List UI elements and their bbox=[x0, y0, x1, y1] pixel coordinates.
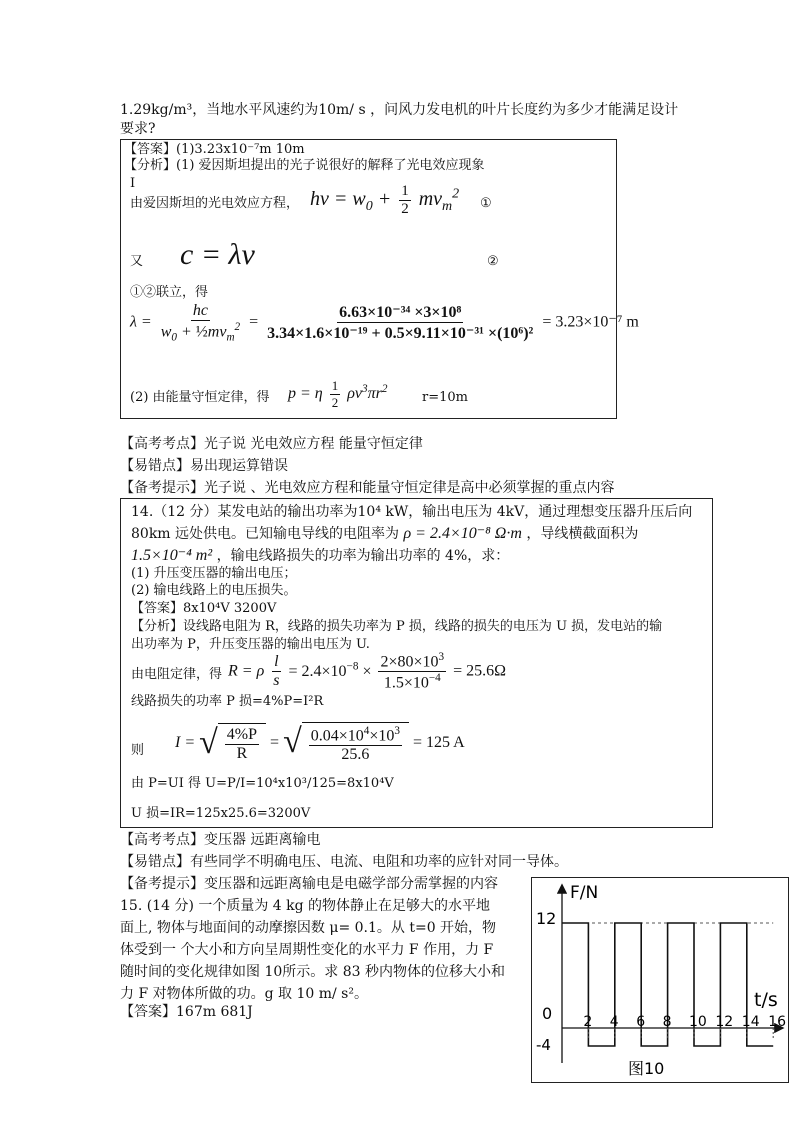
q15-answer: 【答案】167m 681J bbox=[120, 1004, 253, 1020]
figure-caption: 图10 bbox=[628, 1059, 665, 1078]
lambda-result: = 3.23×10⁻⁷ m bbox=[542, 313, 639, 331]
y-tick-0: 0 bbox=[542, 1004, 553, 1023]
q14-sub-2: (2) 输电线路上的电压损失。 bbox=[131, 583, 297, 598]
x-tick-label: 8 bbox=[662, 1014, 672, 1030]
q15-line-2: 面上, 物体与地面间的动摩擦因数 μ= 0.1。从 t=0 开始，物 bbox=[120, 920, 497, 936]
x-axis-label: t/s bbox=[754, 989, 778, 1011]
q15-line-1: 15. (14 分) 一个质量为 4 kg 的物体静止在足够大的水平地 bbox=[120, 898, 491, 914]
q14-loss-text: 线路损失的功率 P 损=4%P=I²R bbox=[131, 694, 324, 709]
q14-voltage-loss: U 损=IR=125x25.6=3200V bbox=[131, 806, 311, 821]
resistance-result: = 25.6Ω bbox=[453, 662, 507, 680]
y-axis-label: F/N bbox=[570, 883, 599, 903]
lambda-equation: λ = $\frac{hc}{w_0 + \frac{1}{2}mv_m^2}$ = $\frac{\text{6.63×10⁻³⁴ ×3×10⁸}}{\text{3.34×1.6×10⁻¹⁹ + 0.5×9.11×10⁻³¹ ×(10⁶)²}}$ = 3.23×10⁻⁷ m bbox=[130, 302, 639, 344]
cross-section-value: 1.5×10⁻⁴ m² bbox=[131, 547, 213, 564]
x-tick-label: 4 bbox=[609, 1014, 619, 1030]
y-tick-12: 12 bbox=[536, 909, 557, 928]
q14-sub-1: (1) 升压变压器的输出电压； bbox=[131, 566, 297, 581]
q13-combine: ①②联立，得 bbox=[130, 285, 209, 300]
q14-line-3 bbox=[131, 545, 509, 567]
lambda-numerator: 6.63×10⁻³⁴ ×3×10⁸ bbox=[339, 304, 462, 322]
circle-one: ① bbox=[480, 196, 492, 211]
force-time-chart bbox=[532, 878, 788, 1082]
q13-answer: 【答案】(1)3.23x10⁻⁷m 10m bbox=[124, 142, 305, 157]
q13-beikao: 【备考提示】光子说 、光电效应方程和能量守恒定律是高中必须掌握的重点内容 bbox=[120, 480, 615, 496]
q13-roman: Ⅰ bbox=[130, 176, 136, 191]
q14-beikao: 【备考提示】变压器和远距离输电是电磁学部分需掌握的内容 bbox=[120, 876, 498, 892]
lambda-denominator: 3.34×1.6×10⁻¹⁹ + 0.5×9.11×10⁻³¹ ×(10⁶)² bbox=[267, 325, 534, 343]
q13-r-value: r=10m bbox=[422, 390, 468, 405]
q15-line-5: 力 F 对物体所做的功。g 取 10 m/ s²。 bbox=[120, 986, 368, 1002]
x-tick-label: 10 bbox=[689, 1014, 707, 1030]
q14-yicuo: 【易错点】有些同学不明确电压、电流、电阻和功率的应针对同一导体。 bbox=[120, 854, 568, 870]
resistance-equation: R = ρ $\frac{l}{s}$ = $2.4\times 10^{-8}$ × $\frac{2\times 80\times 10^3}{1.5\times 10^{-4}}$ = 25.6Ω bbox=[228, 651, 507, 692]
x-tick-label: 16 bbox=[768, 1014, 787, 1030]
q14-analysis-2: 出功率为 P，升压变压器的输出电压为 U. bbox=[131, 637, 370, 652]
q14-resist-text: 由电阻定律，得 bbox=[131, 667, 223, 682]
energy-equation: p = η $\frac{1}{2}$ $\rho v^3\pi r^2$ bbox=[288, 378, 388, 410]
q14-analysis-1: 【分析】设线路电阻为 R，线路的损失功率为 P 损，线路的损失的电压为 U 损，发电站的输 bbox=[131, 619, 663, 634]
q15-line-3: 体受到一 个大小和方向呈周期性变化的水平力 F 作用，力 F bbox=[120, 942, 494, 958]
x-tick-label: 2 bbox=[583, 1014, 593, 1030]
y-tick-neg4: -4 bbox=[536, 1036, 551, 1054]
q14-ze: 则 bbox=[131, 743, 145, 758]
q14-answer: 【答案】8x10⁴V 3200V bbox=[131, 601, 277, 616]
x-tick-label: 12 bbox=[715, 1014, 734, 1030]
q13-analysis: 【分析】(1) 爱因斯坦提出的光子说很好的解释了光电效应现象 bbox=[124, 158, 485, 173]
q14-line-2 bbox=[131, 523, 638, 545]
q15-line-4: 随时间的变化规律如图 10所示。求 83 秒内物体的位移大小和 bbox=[120, 964, 505, 980]
light-speed-equation: c = λν bbox=[180, 238, 255, 271]
figure-10 bbox=[531, 877, 789, 1083]
q13-you: 又 bbox=[130, 254, 144, 269]
x-tick-label: 14 bbox=[741, 1014, 760, 1030]
q13-yicuo: 【易错点】易出现运算错误 bbox=[120, 458, 288, 474]
q13-solution-box bbox=[120, 139, 617, 419]
circle-two: ② bbox=[487, 254, 499, 269]
q14-line-2c: ，导线横截面积为 bbox=[526, 526, 639, 542]
q14-power-relation: 由 P=UI 得 U=P/I=10⁴x10³/125=8x10⁴V bbox=[131, 776, 394, 791]
intro-line-2: 要求? bbox=[120, 121, 156, 137]
intro-line-1: 1.29kg/m³，当地水平风速约为10m/ s ，问风力发电机的叶片长度约为多少才能满足设计 bbox=[120, 102, 679, 118]
resistivity-value: ρ = 2.4×10⁻⁸ Ω·m bbox=[403, 525, 522, 542]
q13-kaodian: 【高考考点】光子说 光电效应方程 能量守恒定律 bbox=[120, 436, 423, 452]
current-equation: I = √ $\frac{4\%P}{R}$ = √ $\frac{0.04\times 10^4\times 10^3}{25.6}$ = 125 A bbox=[175, 723, 465, 764]
q14-line-3b: ，输电线路损失的功率为输出功率的 4%，求： bbox=[216, 548, 510, 564]
q14-line-2a: 80km 远处供电。已知输电导线的电阻率为 bbox=[131, 526, 400, 542]
q14-kaodian: 【高考考点】变压器 远距离输电 bbox=[120, 832, 321, 848]
einstein-equation: $h\nu = w_0$ + $\frac{1}{2}$ $mv_m^2$ bbox=[310, 183, 460, 217]
current-result: = 125 A bbox=[412, 733, 465, 751]
q13-einstein-text: 由爱因斯坦的光电效应方程， bbox=[130, 196, 300, 211]
q13-energy-text: (2) 由能量守恒定律，得 bbox=[130, 390, 270, 405]
q14-line-1: 14.（12 分）某发电站的输出功率为10⁴ kW，输出电压为 4kV，通过理想变压器升压后向 bbox=[131, 504, 693, 520]
x-tick-label: 6 bbox=[636, 1014, 646, 1030]
